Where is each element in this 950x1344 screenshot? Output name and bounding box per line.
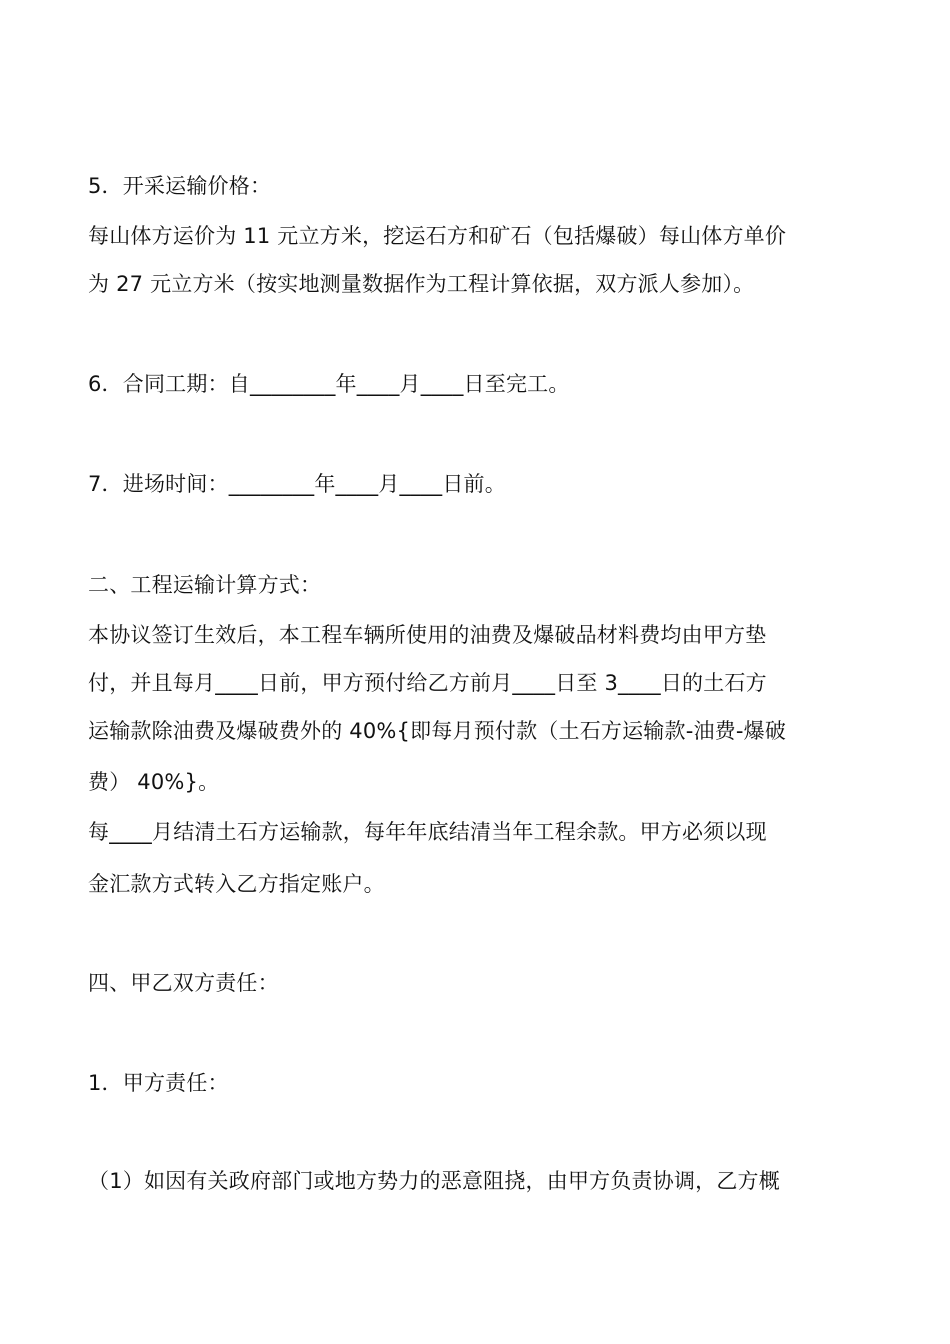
section-calc-line-1: 本协议签订生效后，本工程车辆所使用的油费及爆破品材料费均由甲方垫 (88, 623, 767, 647)
section-calc-line-4: 费） 40%}。 (88, 770, 220, 794)
section-price-heading: 5．开采运输价格： (88, 174, 272, 198)
section-partyA-heading: 1．甲方责任： (88, 1071, 229, 1095)
section-entry-text: 7．进场时间：________年____月____日前。 (88, 472, 506, 496)
section-partyA-item-1: （1）如因有关政府部门或地方势力的恶意阻挠，由甲方负责协调，乙方概 (88, 1169, 780, 1193)
section-price-line-1: 每山体方运价为 11 元立方米，挖运石方和矿石（包括爆破）每山体方单价 (88, 224, 787, 248)
section-price-line-2: 为 27 元立方米（按实地测量数据作为工程计算依据，双方派人参加）。 (88, 272, 755, 296)
section-calc-line-3: 运输款除油费及爆破费外的 40%{即每月预付款（土石方运输款-油费-爆破 (88, 719, 787, 743)
section-period-text: 6．合同工期：自________年____月____日至完工。 (88, 372, 570, 396)
section-calc-heading: 二、工程运输计算方式： (88, 573, 322, 597)
section-calc-line-2: 付，并且每月____日前，甲方预付给乙方前月____日至 3____日的土石方 (88, 671, 767, 695)
section-calc-line-6: 金汇款方式转入乙方指定账户。 (88, 872, 385, 896)
section-duties-heading: 四、甲乙双方责任： (88, 971, 279, 995)
section-calc-line-5: 每____月结清土石方运输款，每年年底结清当年工程余款。甲方必须以现 (88, 820, 767, 844)
